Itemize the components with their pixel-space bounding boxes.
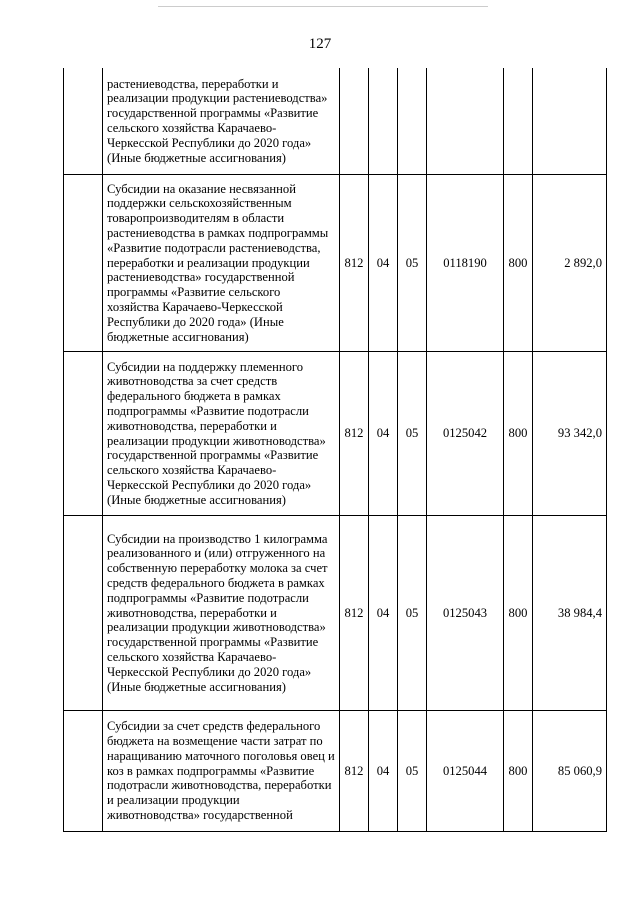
section-cell: 04: [369, 352, 398, 516]
budget-table: [63, 68, 607, 832]
row-index-cell: [64, 516, 103, 711]
amount-cell: 38 984,4: [533, 516, 607, 711]
expense-type-cell: [504, 68, 533, 175]
page-number: 127: [308, 36, 332, 52]
section-cell: 04: [369, 516, 398, 711]
description-cell: Субсидии на поддержку племенного животноводства за счет средств федерального бюджета в рамках подпрограммы «Развитие подотрасли животноводства, переработки и реализации продукции животноводства» государственной программы «Развитие сельского хозяйства Карачаево-Черкесской Республики до 2020 года» (Иные бюджетные ассигнования): [103, 352, 340, 516]
subsection-cell: 05: [398, 711, 427, 832]
target-article-cell: [427, 68, 504, 175]
expense-type-cell: 800: [504, 516, 533, 711]
section-cell: 04: [369, 175, 398, 352]
description-cell: Субсидии на производство 1 килограмма реализованного и (или) отгруженного на собственную переработку молока за счет средств федерального бюджета в рамках подпрограммы «Развитие подотрасли животноводства, переработки и реализации продукции животноводства» государственной программы «Развитие сельского хозяйства Карачаево-Черкесской Республики до 2020 года» (Иные бюджетные ассигнования): [103, 516, 340, 711]
row-index-cell: [64, 68, 103, 175]
section-cell: 04: [369, 711, 398, 832]
row-index-cell: [64, 711, 103, 832]
table-row: [64, 352, 607, 516]
subsection-cell: 05: [398, 175, 427, 352]
row-index-cell: [64, 352, 103, 516]
scan-artifact-line: [158, 6, 488, 7]
description-cell: растениеводства, переработки и реализации продукции растениеводства» государственной программы «Развитие сельского хозяйства Карачаево-Черкесской Республики до 2020 года» (Иные бюджетные ассигнования): [103, 68, 340, 175]
table-row: [64, 68, 607, 175]
row-index-cell: [64, 175, 103, 352]
target-article-cell: 0118190: [427, 175, 504, 352]
subsection-cell: 05: [398, 352, 427, 516]
ministry-cell: 812: [340, 352, 369, 516]
ministry-cell: [340, 68, 369, 175]
table-row: [64, 516, 607, 711]
expense-type-cell: 800: [504, 711, 533, 832]
amount-cell: 2 892,0: [533, 175, 607, 352]
description-cell: Субсидии на оказание несвязанной поддержки сельскохозяйственным товаропроизводителям в области растениеводства в рамках подпрограммы «Развитие подотрасли растениеводства, переработки и реализации продукции растениеводства» государственной программы «Развитие сельского хозяйства Карачаево-Черкесской Республики до 2020 года» (Иные бюджетные ассигнования): [103, 175, 340, 352]
target-article-cell: 0125043: [427, 516, 504, 711]
ministry-cell: 812: [340, 711, 369, 832]
expense-type-cell: 800: [504, 175, 533, 352]
ministry-cell: 812: [340, 516, 369, 711]
amount-cell: 93 342,0: [533, 352, 607, 516]
amount-cell: [533, 68, 607, 175]
ministry-cell: 812: [340, 175, 369, 352]
table-row: [64, 711, 607, 832]
table-row: [64, 175, 607, 352]
subsection-cell: [398, 68, 427, 175]
section-cell: [369, 68, 398, 175]
target-article-cell: 0125044: [427, 711, 504, 832]
target-article-cell: 0125042: [427, 352, 504, 516]
subsection-cell: 05: [398, 516, 427, 711]
expense-type-cell: 800: [504, 352, 533, 516]
amount-cell: 85 060,9: [533, 711, 607, 832]
description-cell: Субсидии за счет средств федерального бюджета на возмещение части затрат по наращиванию маточного поголовья овец и коз в рамках подпрограммы «Развитие подотрасли животноводства, переработки и реализации продукции животноводства» государственной: [103, 711, 340, 832]
